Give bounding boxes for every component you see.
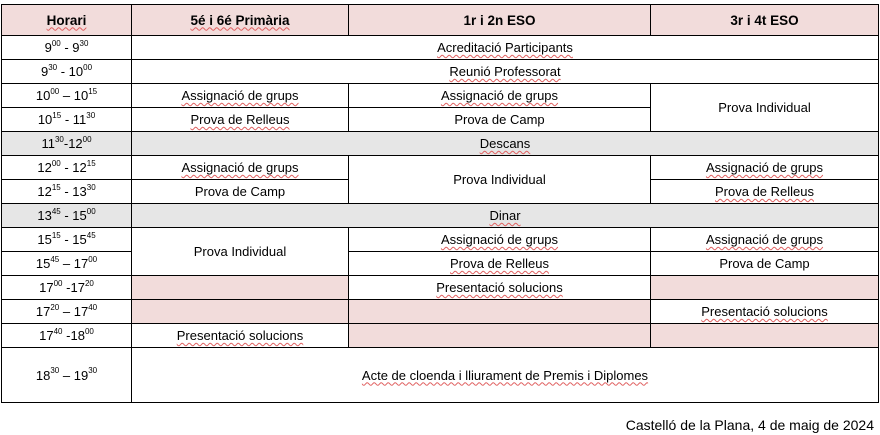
- time-cell: [2, 252, 132, 276]
- header-eso-1-2: 1r i 2n ESO: [349, 5, 651, 36]
- table-row: [2, 324, 879, 348]
- time-end-minutes: 30: [88, 366, 98, 376]
- table-row: [2, 132, 879, 156]
- time-cell: [2, 180, 132, 204]
- time-end-minutes: 00: [83, 62, 93, 72]
- eso-3-4-empty-cell: [651, 276, 879, 300]
- time-separator: –: [59, 367, 74, 383]
- time-end-hour: 11: [72, 112, 87, 127]
- time-start-minutes: 00: [50, 86, 60, 96]
- time-start-minutes: 40: [53, 326, 63, 336]
- time-end-minutes: 40: [88, 302, 98, 312]
- table-row: [2, 36, 879, 60]
- time-start-hour: 18: [35, 367, 51, 383]
- time-end-hour: 10: [68, 64, 84, 79]
- time-end-minutes: 00: [86, 206, 96, 216]
- time-start-minutes: 30: [54, 134, 64, 144]
- table-row: [2, 300, 879, 324]
- time-start-hour: 17: [39, 280, 54, 295]
- time-end-minutes: 15: [88, 86, 98, 96]
- eso-3-4-cell: Prova de Camp: [651, 252, 879, 276]
- time-start-minutes: 30: [48, 62, 58, 72]
- header-eso-3-4: 3r i 4t ESO: [651, 5, 879, 36]
- time-cell: [2, 204, 132, 228]
- time-start-hour: 17: [35, 304, 51, 319]
- time-separator: -: [60, 184, 73, 199]
- time-separator: -: [62, 328, 71, 343]
- time-start-minutes: 00: [53, 278, 63, 288]
- primaria-cell: Prova de Camp: [132, 180, 349, 204]
- header-horari: Horari: [2, 5, 132, 36]
- eso-1-2-cell: Presentació solucions: [349, 276, 651, 300]
- primaria-cell: Assignació de grups: [132, 156, 349, 180]
- time-separator: –: [59, 256, 74, 271]
- time-start-minutes: 20: [50, 302, 60, 312]
- time-separator: -: [60, 160, 73, 175]
- acreditacio-cell: Acreditació Participants: [132, 36, 879, 60]
- table-row: [2, 60, 879, 84]
- primaria-cell: Presentació solucions: [132, 324, 349, 348]
- time-end-minutes: 20: [84, 278, 94, 288]
- time-end-minutes: 00: [84, 326, 94, 336]
- eso-3-4-cell: Presentació solucions: [651, 300, 879, 324]
- time-end-hour: 15: [72, 208, 87, 223]
- time-end-minutes: 30: [86, 110, 96, 120]
- time-separator: -: [60, 40, 73, 55]
- time-separator: -: [61, 112, 73, 127]
- time-cell: [2, 300, 132, 324]
- eso-1-2-empty-cell: [349, 324, 651, 348]
- time-end-hour: 12: [72, 160, 87, 175]
- time-end-minutes: 00: [88, 254, 98, 264]
- time-start-hour: 12: [37, 160, 52, 175]
- time-cell: [2, 324, 132, 348]
- time-start-hour: 15: [35, 256, 51, 271]
- footer-place-date: Castelló de la Plana, 4 de maig de 2024: [625, 417, 874, 433]
- time-start-minutes: 30: [50, 366, 60, 376]
- time-end-hour: 13: [72, 184, 87, 199]
- time-end-minutes: 30: [79, 38, 89, 48]
- time-cell: [2, 36, 132, 60]
- time-end-minutes: 45: [86, 230, 96, 240]
- time-end-hour: 17: [73, 256, 89, 271]
- time-start-minutes: 00: [51, 38, 61, 48]
- time-start-minutes: 00: [51, 158, 61, 168]
- primaria-cell: Prova Individual: [132, 228, 349, 276]
- header-primaria: 5é i 6é Primària: [132, 5, 349, 36]
- table-row: [2, 156, 879, 180]
- time-cell: [2, 108, 132, 132]
- time-separator: -: [63, 136, 69, 151]
- time-start-hour: 11: [41, 136, 55, 151]
- time-cell: [2, 132, 132, 156]
- time-end-minutes: 00: [82, 134, 92, 144]
- time-start-hour: 9: [40, 64, 49, 79]
- time-end-hour: 9: [72, 40, 80, 55]
- time-start-minutes: 15: [51, 230, 61, 240]
- time-start-hour: 12: [37, 184, 52, 199]
- table-row: [2, 348, 879, 403]
- eso-3-4-empty-cell: [651, 324, 879, 348]
- time-end-hour: 10: [73, 88, 89, 103]
- time-separator: -: [60, 208, 73, 223]
- table-row: [2, 204, 879, 228]
- dinar-cell: Dinar: [132, 204, 879, 228]
- time-cell: [2, 228, 132, 252]
- time-start-minutes: 45: [51, 206, 61, 216]
- eso-3-4-cell: Prova de Relleus: [651, 180, 879, 204]
- time-start-hour: 9: [44, 40, 52, 55]
- time-end-hour: 17: [73, 304, 89, 319]
- eso-1-2-cell: Assignació de grups: [349, 84, 651, 108]
- time-end-minutes: 15: [86, 158, 96, 168]
- cloenda-cell: Acte de cloenda i lliurament de Premis i Diplomes: [132, 348, 879, 403]
- time-start-minutes: 15: [51, 182, 61, 192]
- eso-1-2-cell: Prova Individual: [349, 156, 651, 204]
- time-separator: -: [57, 64, 69, 79]
- time-cell: [2, 156, 132, 180]
- table-row: [2, 276, 879, 300]
- primaria-empty-cell: [132, 300, 349, 324]
- time-end-hour: 19: [73, 367, 89, 383]
- time-start-hour: 10: [35, 88, 51, 103]
- eso-3-4-cell: Assignació de grups: [651, 156, 879, 180]
- eso-1-2-cell: Prova de Camp: [349, 108, 651, 132]
- primaria-cell: Assignació de grups: [132, 84, 349, 108]
- time-cell: [2, 348, 132, 403]
- time-start-minutes: 15: [52, 110, 62, 120]
- time-start-minutes: 45: [50, 254, 60, 264]
- schedule-table: [1, 4, 879, 403]
- table-row: [2, 228, 879, 252]
- eso-3-4-cell: Prova Individual: [651, 84, 879, 132]
- eso-3-4-cell: Assignació de grups: [651, 228, 879, 252]
- time-end-hour: 18: [70, 328, 85, 343]
- time-end-hour: 17: [70, 280, 85, 295]
- primaria-cell: Prova de Relleus: [132, 108, 349, 132]
- eso-1-2-empty-cell: [349, 300, 651, 324]
- reunio-cell: Reunió Professorat: [132, 60, 879, 84]
- time-end-minutes: 30: [86, 182, 96, 192]
- time-cell: [2, 276, 132, 300]
- time-start-hour: 17: [39, 328, 54, 343]
- time-separator: –: [59, 304, 74, 319]
- primaria-empty-cell: [132, 276, 349, 300]
- table-row: [2, 84, 879, 108]
- time-start-hour: 15: [37, 232, 52, 247]
- eso-1-2-cell: Prova de Relleus: [349, 252, 651, 276]
- eso-1-2-cell: Assignació de grups: [349, 228, 651, 252]
- time-cell: [2, 60, 132, 84]
- time-end-hour: 15: [72, 232, 87, 247]
- time-start-hour: 13: [37, 208, 52, 223]
- time-separator: -: [60, 232, 73, 247]
- time-cell: [2, 84, 132, 108]
- time-separator: –: [59, 88, 74, 103]
- time-end-hour: 12: [68, 136, 83, 151]
- header-row: [2, 5, 879, 36]
- time-separator: -: [62, 280, 71, 295]
- descans-cell: Descans: [132, 132, 879, 156]
- time-start-hour: 10: [37, 112, 53, 127]
